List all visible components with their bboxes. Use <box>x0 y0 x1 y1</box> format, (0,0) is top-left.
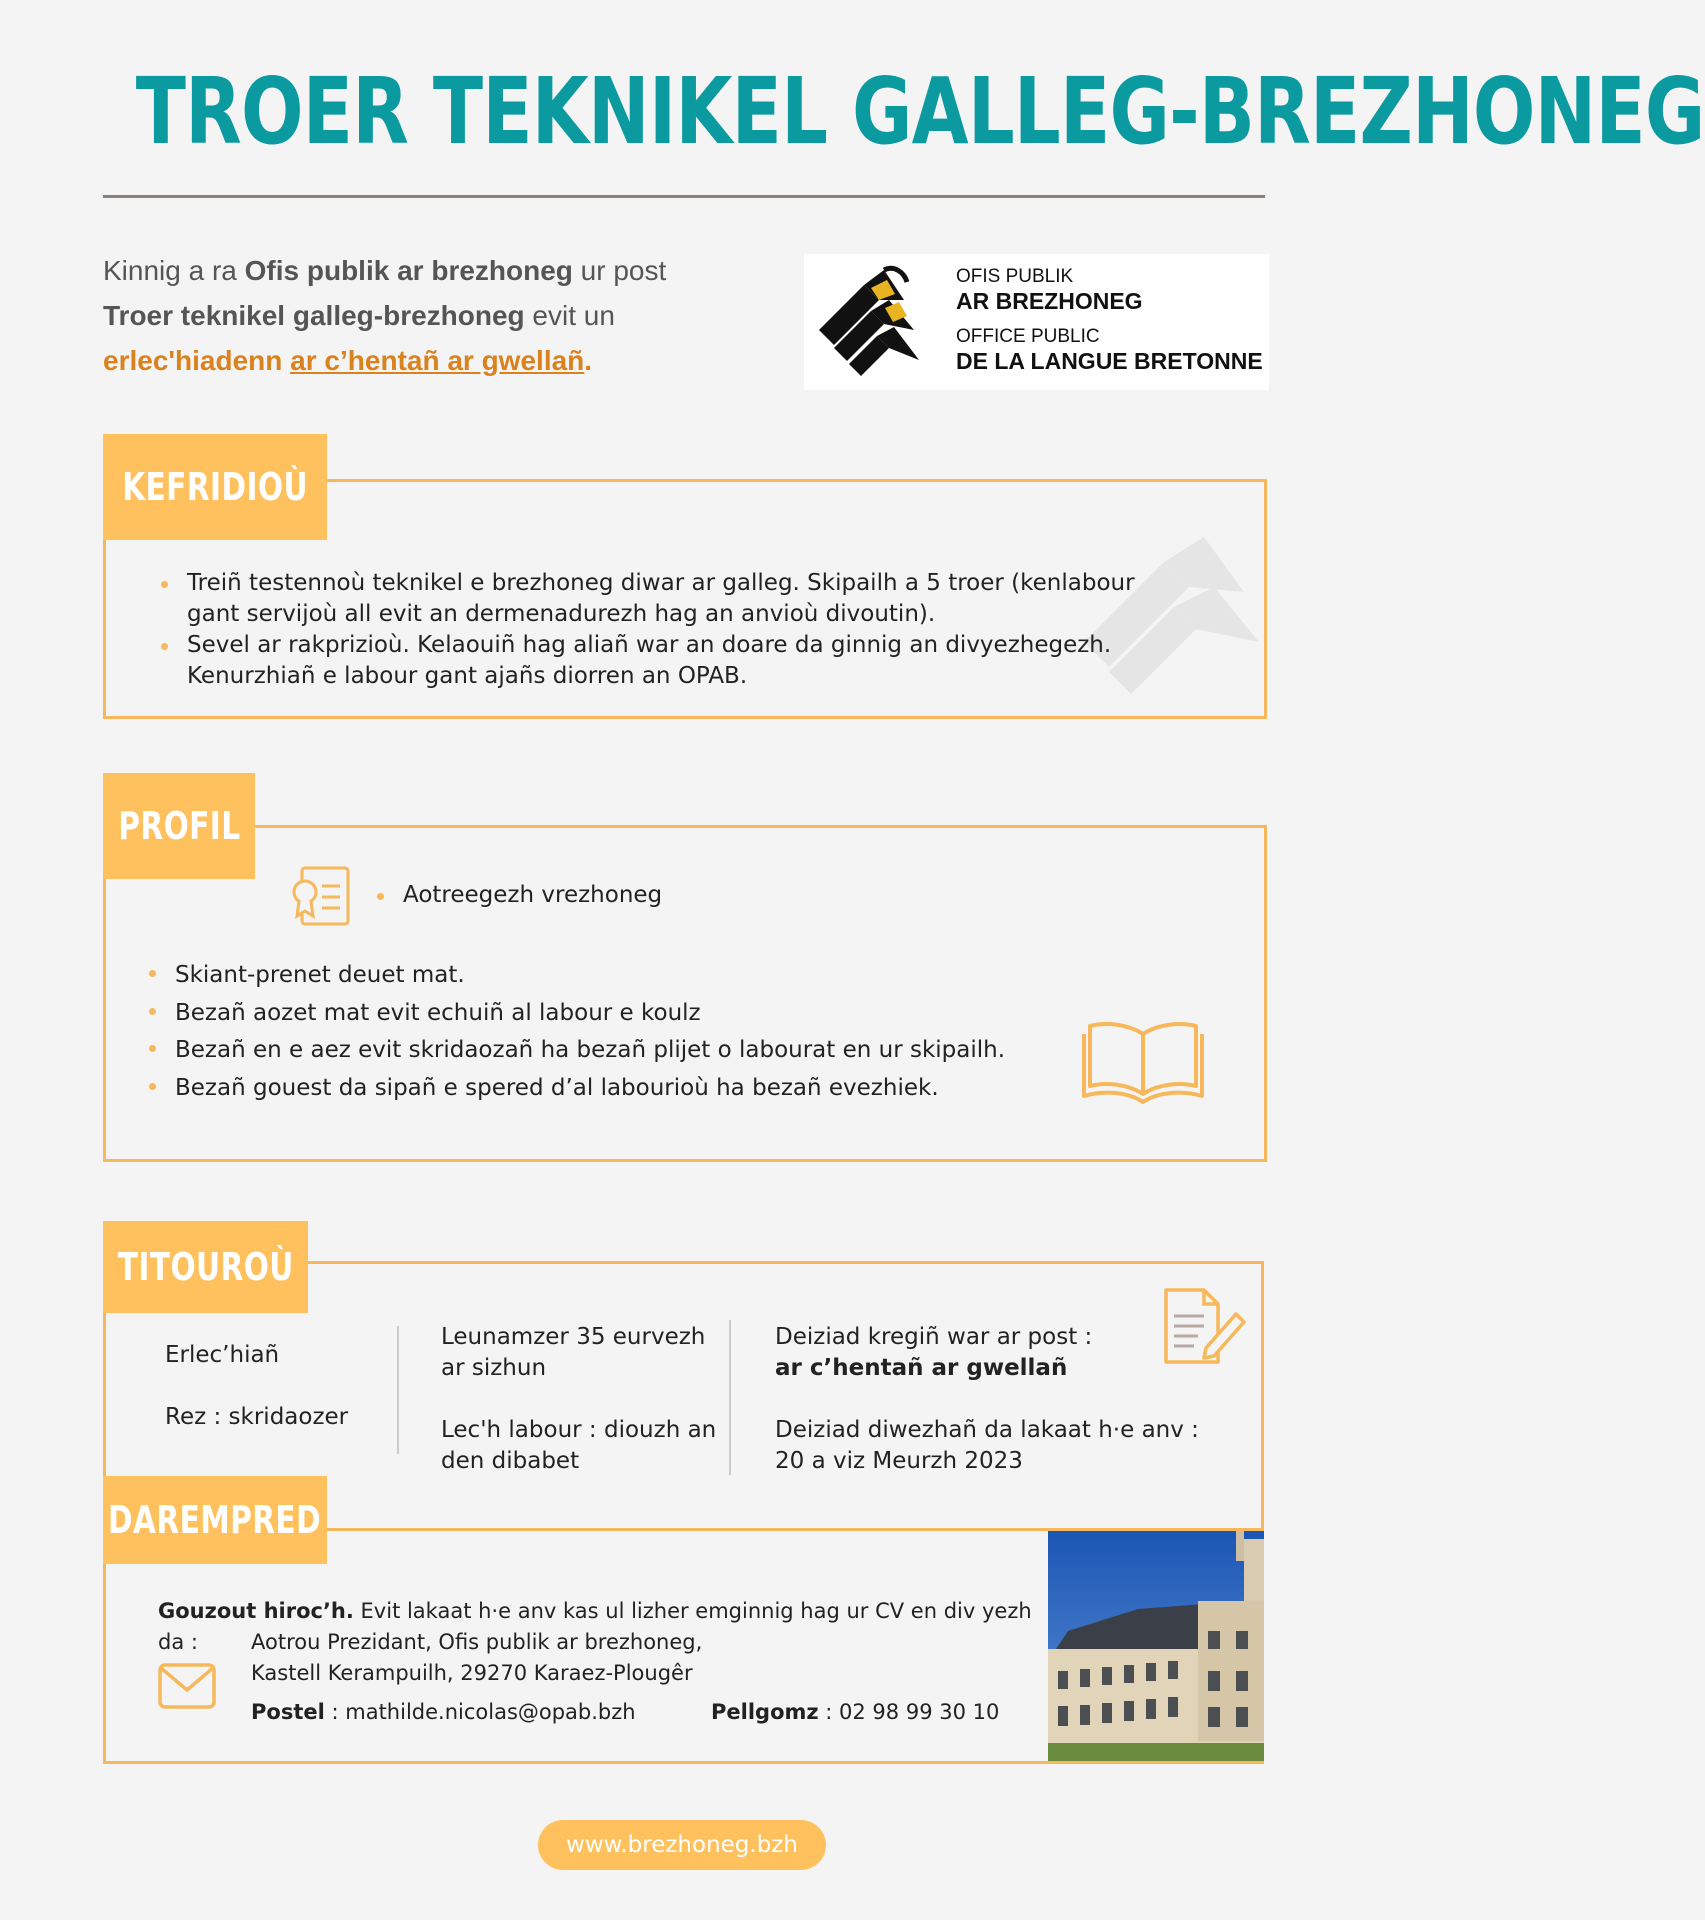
website-link[interactable]: www.brezhoneg.bzh <box>538 1820 826 1870</box>
profil-heading: PROFIL <box>103 773 255 879</box>
titourou-col3: Deiziad kregiñ war ar post : ar c’hentañ ar gwellañ Deiziad diwezhañ da lakaat h·e anv : 20 a viz Meurzh 2023 <box>775 1324 1199 1474</box>
list-item: Bezañ aozet mat evit echuiñ al labour e koulz <box>149 995 1049 1033</box>
list-item: Bezañ en e aez evit skridaozañ ha bezañ plijet o labourat en ur skipailh. <box>149 1032 1049 1070</box>
titourou-col2: Leunamzer 35 eurvezh ar sizhun Lec'h labour : diouzh an den dibabet <box>441 1324 717 1474</box>
document-edit-icon <box>1160 1282 1246 1368</box>
list-item: Treiñ testennoù teknikel e brezhoneg diwar ar galleg. Skipailh a 5 troer (kenlabour gant servijoù all evit an dermenadurezh hag an anvioù divoutin). <box>161 568 1181 630</box>
profil-list <box>149 957 1049 1107</box>
intro-text: Kinnig a ra Ofis publik ar brezhoneg ur post Troer teknikel galleg-brezhoneg evit un erlec'hiadenn ar c’hentañ ar gwellañ. <box>103 255 667 376</box>
mail-icon <box>157 1662 217 1710</box>
kefridiou-list <box>161 568 1181 692</box>
open-book-icon <box>1080 1018 1206 1104</box>
list-item: Skiant-prenet deuet mat. <box>149 957 1049 995</box>
opab-logo: OFIS PUBLIK AR BREZHONEG OFFICE PUBLIC DE LA LANGUE BRETONNE <box>804 254 1269 390</box>
list-item: Sevel ar rakprizioù. Kelaouiñ hag aliañ war an doare da ginnig an divyezhegezh. Kenurzhiañ e labour gant ajañs diorren an OPAB. <box>161 630 1181 692</box>
contact-lead: Gouzout hiroc’h. Evit lakaat h·e anv kas ul lizher emginnig hag ur CV en div yezh da : <box>158 1599 1032 1654</box>
contact-address: Aotrou Prezidant, Ofis publik ar brezhoneg, Kastell Kerampuilh, 29270 Karaez-Plougêr <box>251 1630 703 1685</box>
title-divider <box>103 195 1265 198</box>
castle-photo <box>1048 1531 1264 1761</box>
kefridiou-heading: KEFRIDIOÙ <box>103 434 327 540</box>
column-divider <box>729 1320 731 1475</box>
titourou-col1: Erlec’hiañ Rez : skridaozer <box>165 1342 349 1430</box>
darempred-heading: DAREMPRED <box>103 1476 327 1564</box>
list-item: Bezañ gouest da sipañ e spered d’al labourioù ha bezañ evezhiek. <box>149 1070 1049 1108</box>
profil-first-list <box>377 880 662 911</box>
certificate-icon <box>288 864 354 930</box>
titourou-heading: TITOUROÙ <box>103 1221 308 1313</box>
column-divider <box>397 1326 399 1454</box>
list-item: Aotreegezh vrezhoneg <box>377 880 662 911</box>
opab-logo-icon <box>809 260 949 384</box>
contact-email[interactable]: Postel : mathilde.nicolas@opab.bzh <box>251 1700 636 1724</box>
page-title: TROER TEKNIKEL GALLEG-BREZHONEG <box>135 58 1705 165</box>
contact-phone[interactable]: Pellgomz : 02 98 99 30 10 <box>711 1700 1000 1724</box>
